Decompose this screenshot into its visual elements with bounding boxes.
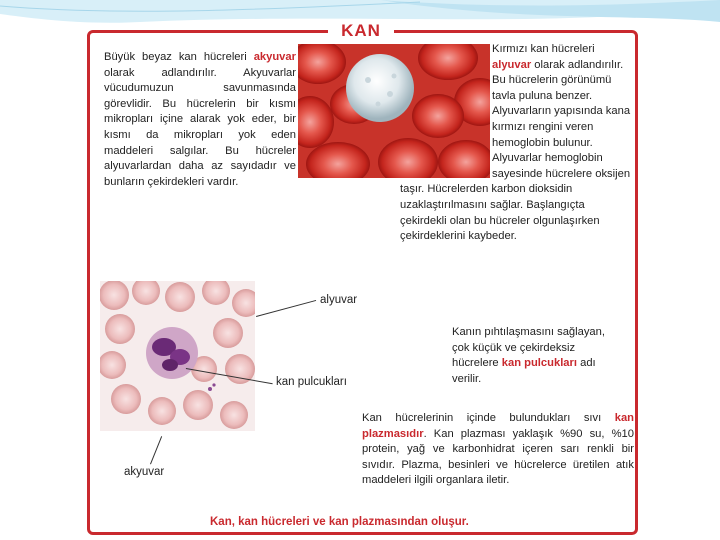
page-title: KAN (341, 21, 381, 40)
paragraph-text: Kanın pıhtılaşmasını sağlayan, çok küçük ve çekirdeksiz hücrelere (452, 326, 605, 370)
paragraph-text: adı verilir. (452, 357, 596, 385)
paragraph-text: . Kan plazması yaklaşık %90 su, %10 protein, yağ ve karbonhidrat içeren sarı renkli bir sıvıdır. Plazma, besinleri ve hücrelerce üretilen atık maddeleri ilgili organlara iletir. (362, 427, 634, 487)
blood-smear-photo (100, 281, 255, 431)
paragraph-akyuvar (104, 50, 296, 190)
term-akyuvar: akyuvar (253, 51, 296, 63)
label-alyuvar: alyuvar (320, 294, 358, 306)
paragraph-text: olarak adlandırılır. Bu hücrelerin görünümü tavla puluna benzer. Alyuvarların yapısında kana kırmızı rengini veren hemoglobin bulunur. Alyuvarlar hemoglobin sayesinde hücrelere oksijen taşır. Hücrelerden karbon dioksidin uzaklaştırılmasını sağlar. Başlangıçta çekirdekli olan bu hücreler olgunlaşırken çekirdeklerini kaybeder. (400, 58, 631, 243)
paragraph-text: Büyük beyaz kan hücreleri (104, 51, 254, 63)
paragraph-text: olarak adlandırılır. Akyuvarlar vücudumuzun savunmasında görevlidir. Bu hücrelerin bir kısmı mikropları içine alarak yok eder, bir kısmı da mikropları yok eden maddeleri salgılar. Bu hücreler alyuvarlardan daha az sayıdadır ve bunların çekirdekleri vardır. (104, 66, 296, 188)
photo-wrap-spacer (400, 42, 492, 182)
paragraph-text: Kan hücrelerinin içinde bulundukları sıvı (362, 412, 615, 424)
paragraph-kan-pulcuklari (452, 325, 612, 387)
paragraph-text: Kırmızı kan hücreleri (492, 43, 595, 55)
paragraph-alyuvar (400, 42, 632, 245)
term-kan-plazmasi: kan plazmasıdır (362, 412, 634, 440)
term-alyuvar: alyuvar (492, 58, 532, 71)
term-kan-pulcuklari: kan pulcukları (501, 357, 577, 370)
paragraph-kan-plazmasi (362, 411, 634, 489)
label-kan-pulcuklari: kan pulcukları (276, 376, 347, 388)
footer-summary: Kan, kan hücreleri ve kan plazmasından oluşur. (210, 516, 469, 528)
title-box (328, 19, 394, 43)
label-akyuvar: akyuvar (124, 466, 165, 478)
